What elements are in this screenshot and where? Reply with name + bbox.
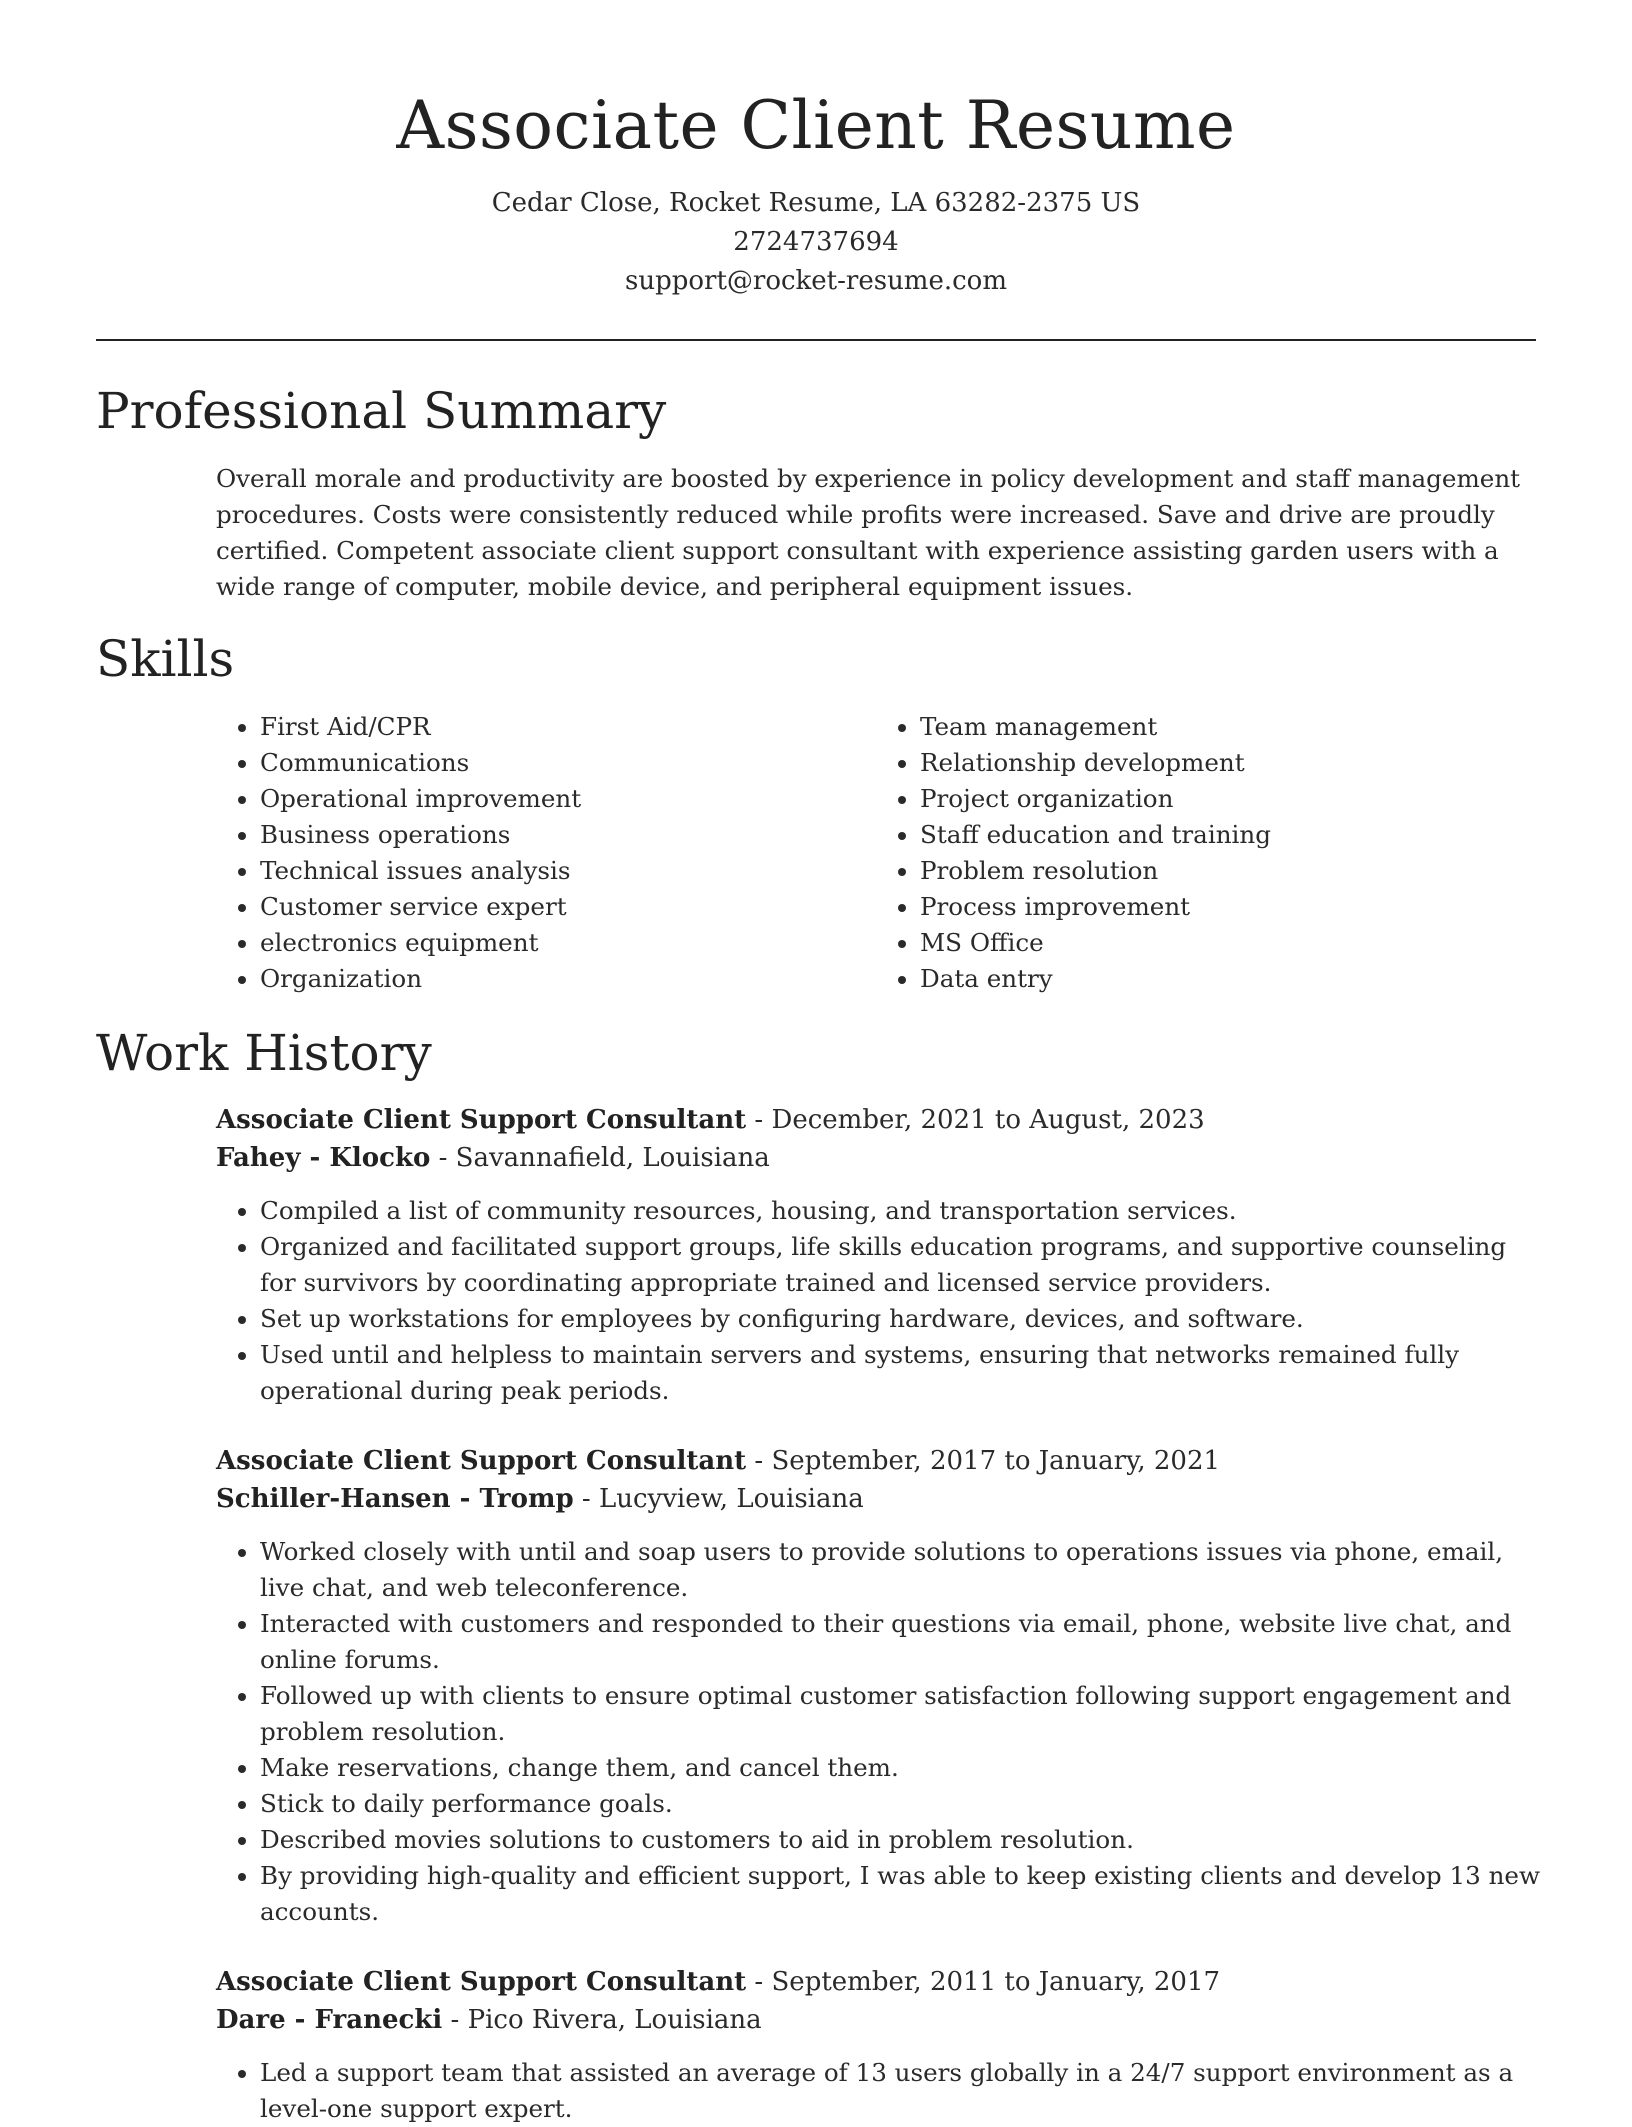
section-title-skills: Skills [96,630,235,688]
skill-item: • Technical issues analysis [260,853,876,889]
skill-item: • Communications [260,745,876,781]
job-company: Schiller-Hansen - Tromp [216,1484,574,1514]
job-bullet: • Worked closely with until and soap users to provide solutions to operations issues via phone, email, live chat, and web teleconference. [260,1534,1546,1606]
contact-address: Cedar Close, Rocket Resume, LA 63282-2375 US [491,188,1141,218]
skill-item: • Staff education and training [920,817,1536,853]
separator: - [746,1967,772,1997]
job-bullet: • Compiled a list of community resources, housing, and transportation services. [260,1193,1546,1229]
job-location: Savannafield, Louisiana [455,1143,770,1173]
skill-item: • Data entry [920,961,1536,997]
job-role: Associate Client Support Consultant [216,1446,747,1476]
job-bullet: • Organized and facilitated support groups, life skills education programs, and supportive counseling for survivors by coordinating appropriate trained and licensed service providers. [260,1229,1546,1301]
job-role: Associate Client Support Consultant [216,1967,747,1997]
skill-item: • Problem resolution [920,853,1536,889]
job-bullets [216,2055,1546,2127]
job-dates: September, 2011 to January, 2017 [771,1967,1221,1997]
section-title-work-history: Work History [96,1024,432,1082]
job-role: Associate Client Support Consultant [216,1105,747,1135]
job-bullet: • Set up workstations for employees by configuring hardware, devices, and software. [260,1301,1546,1337]
job-role-line [216,1101,1546,1139]
job-bullet: • Led a support team that assisted an average of 13 users globally in a 24/7 support environment as a level-one support expert. [260,2055,1546,2127]
skill-item: • Project organization [920,781,1536,817]
skill-item: • Relationship development [920,745,1536,781]
job-bullet: • Described movies solutions to customers to aid in problem resolution. [260,1822,1546,1858]
skills-grid [216,709,1536,997]
contact-email: support@rocket-resume.com [624,266,1007,296]
skill-item: • Customer service expert [260,889,876,925]
resume-title: Associate Client Resume [396,87,1236,164]
separator: - [746,1105,772,1135]
job-bullet: • Followed up with clients to ensure optimal customer satisfaction following support engagement and problem resolution. [260,1678,1546,1750]
job-company: Dare - Franecki [216,2005,443,2035]
summary-text: Overall morale and productivity are boosted by experience in policy development and staff management procedures. Costs were consistently reduced while profits were increased. Save and drive are proudly certified. Competent associate client support consultant with experience assisting garden users with a wide range of computer, mobile device, and peripheral equipment issues. [216,464,1521,601]
job-entry [216,1442,1546,1930]
contact-phone: 2724737694 [733,227,899,257]
job-role-line [216,1963,1546,2001]
job-location: Lucyview, Louisiana [598,1484,864,1514]
job-company: Fahey - Klocko [216,1143,431,1173]
section-title-summary: Professional Summary [96,382,667,440]
job-dates: September, 2017 to January, 2021 [771,1446,1221,1476]
skill-item: • Process improvement [920,889,1536,925]
separator: - [430,1143,456,1173]
job-bullet: • Used until and helpless to maintain servers and systems, ensuring that networks remained fully operational during peak periods. [260,1337,1546,1409]
job-bullets [216,1534,1546,1930]
job-company-line [216,1480,1546,1518]
separator: - [573,1484,599,1514]
job-entry [216,1963,1546,2127]
skill-item: • Organization [260,961,876,997]
skills-column-right [876,709,1536,997]
job-bullet: • Stick to daily performance goals. [260,1786,1546,1822]
skill-item: • MS Office [920,925,1536,961]
job-role-line [216,1442,1546,1480]
skill-item: • Team management [920,709,1536,745]
resume-header [96,0,1536,301]
skill-item: • electronics equipment [260,925,876,961]
job-bullet: • Make reservations, change them, and cancel them. [260,1750,1546,1786]
skill-item: • First Aid/CPR [260,709,876,745]
skill-item: • Operational improvement [260,781,876,817]
job-company-line [216,1139,1546,1177]
header-divider [96,339,1536,341]
job-bullet: • Interacted with customers and responded to their questions via email, phone, website live chat, and online forums. [260,1606,1546,1678]
skills-column-left [216,709,876,997]
separator: - [746,1446,772,1476]
job-dates: December, 2021 to August, 2023 [771,1105,1205,1135]
job-bullets [216,1193,1546,1409]
skill-item: • Business operations [260,817,876,853]
job-company-line [216,2001,1546,2039]
job-entry [216,1101,1546,1409]
job-bullet: • By providing high-quality and efficient support, I was able to keep existing clients and develop 13 new accounts. [260,1858,1546,1930]
job-location: Pico Rivera, Louisiana [467,2005,762,2035]
resume-page [96,0,1541,2127]
separator: - [442,2005,468,2035]
